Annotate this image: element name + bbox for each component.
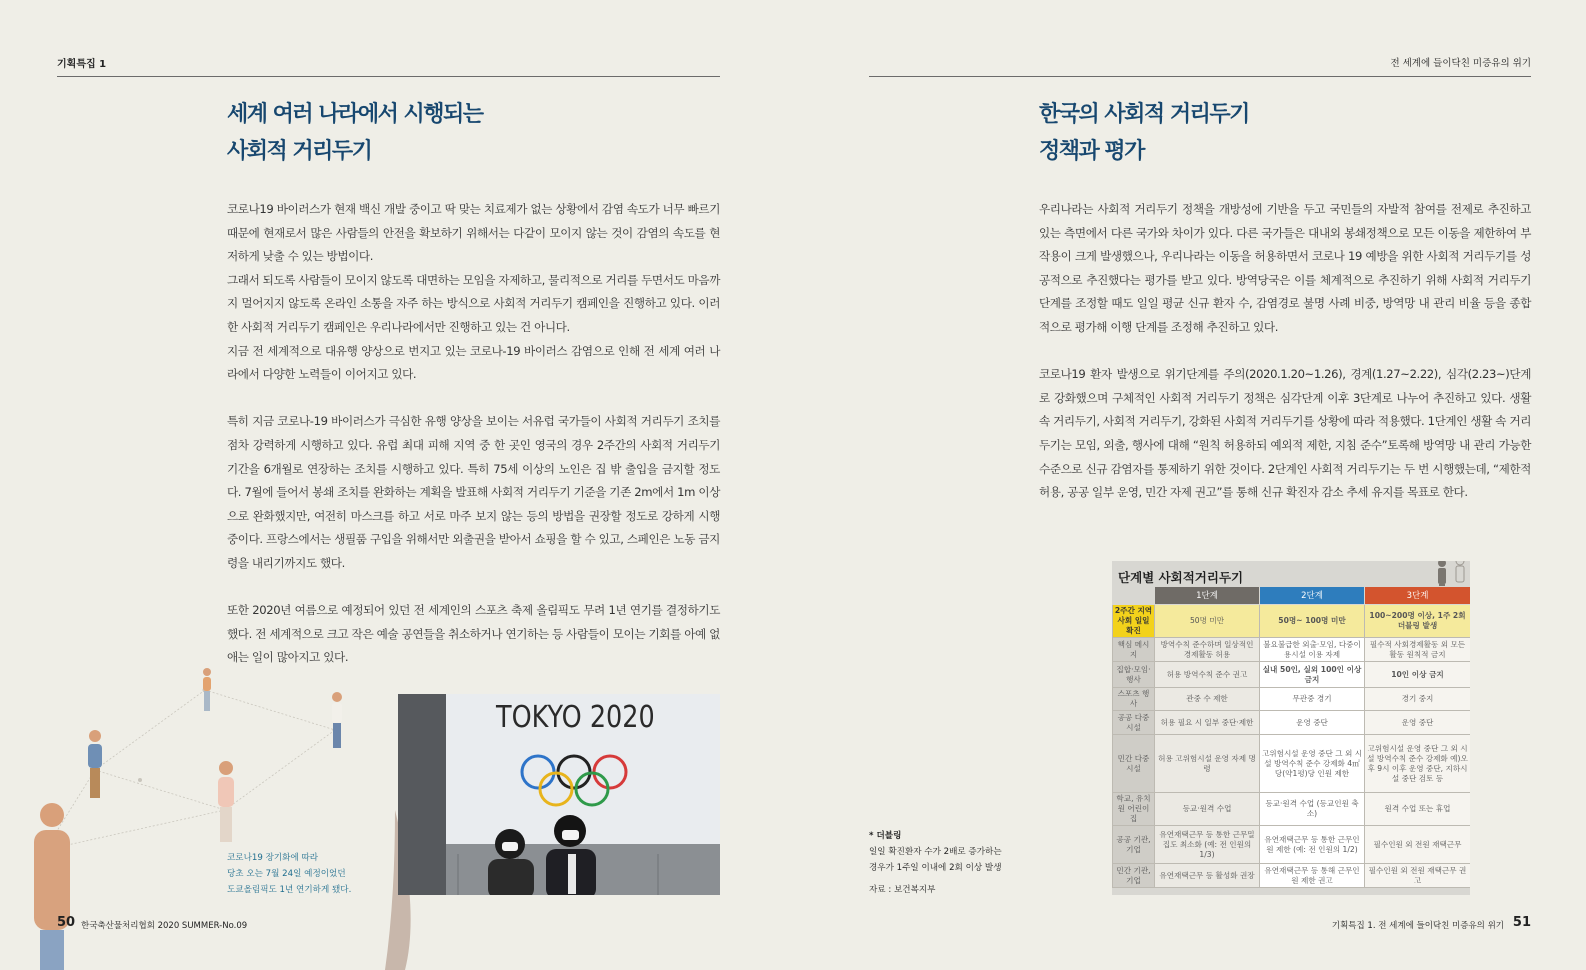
table-row [1113,793,1471,826]
cell-stage-2: 고위험시설 운영 중단 그 외 시설 방역수칙 준수 강제화 4㎡당(약1평)당 인원 제한 [1260,735,1365,793]
cell-stage-3: 원격 수업 또는 휴업 [1365,793,1471,826]
cell-stage-1: 유연재택근무 등 활성화 권장 [1155,864,1260,888]
right-title-line-1: 한국의 사회적 거리두기 [1039,102,1249,127]
table-row [1113,864,1471,888]
left-paragraph-3: 지금 전 세계적으로 대유행 양상으로 번지고 있는 코로나-19 바이러스 감염으로 인해 전 세계 여러 나라에서 다양한 노력들이 이어지고 있다. [227,343,720,382]
note-line-2: 경우가 1주일 이내에 2회 이상 발생 [869,863,1002,873]
row-label: 민간 다중시설 [1113,735,1155,793]
cell-stage-3: 100~200명 이상, 1주 2회 더블링 발생 [1365,605,1471,638]
right-title-line-2: 정책과 평가 [1039,139,1144,164]
caption-line-3: 도쿄올림픽도 1년 연기하게 됐다. [227,885,352,895]
tokyo-olympics-photo [398,694,720,895]
left-paragraph-4: 특히 지금 코로나-19 바이러스가 극심한 유행 양상을 보이는 서유럽 국가들이 사회적 거리두기 조치를 점차 강력하게 시행하고 있다. 유럽 최대 피해 지역 중 한 곳인 영국의 경우 2주간의 사회적 거리두기 기간을 6개월로 연장하는 조치를 시행하고 있다. 특히 75세 이상의 노인은 집 밖 출입을 금지할 정도다. 7월에 들어서 봉쇄 조치를 완화하는 계획을 발표해 사회적 거리두기 기준을 기존 2m에서 1m 이상으로 완화했지만, 여전히 마스크를 하고 서로 마주 보지 않는 등의 방법을 권장할 정도로 강하게 시행 중이다. 프랑스에서는 생필품 구입을 위해서만 외출권을 받아서 쇼핑을 할 수 있고, 스페인은 노동 금지령을 내리기까지도 했다. [227,414,720,570]
note-line-1: 일일 확진환자 수가 2배로 증가하는 [869,847,1002,857]
doubling-note [869,828,1002,898]
paragraph-gap [227,576,720,600]
stages-table [1112,586,1470,888]
caption-line-1: 코로나19 장기화에 따라 [227,853,319,863]
note-title: * 더블링 [869,831,902,841]
table-row [1113,688,1471,711]
cell-stage-3: 필수인원 외 전원 재택근무 권고 [1365,864,1471,888]
cell-stage-1: 허용 고위험시설 운영 자제 명령 [1155,735,1260,793]
left-paragraph-5: 또한 2020년 여름으로 예정되어 있던 전 세계인의 스포츠 축제 올림픽도 무려 1년 연기를 결정하기도 했다. 전 세계적으로 크고 작은 예술 공연들을 취소하거나 연기하는 등 사람들이 모이는 기회를 아예 없애는 일이 많아지고 있다. [227,603,720,665]
table-header-row [1113,587,1471,605]
stage-3-header: 3단계 [1365,587,1471,605]
row-label: 민간 기관, 기업 [1113,864,1155,888]
right-paragraph-1: 우리나라는 사회적 거리두기 정책을 개방성에 기반을 두고 국민들의 자발적 참여를 전제로 추진하고 있는 측면에서 다른 국가와 차이가 있다. 다른 국가들은 대내외 봉쇄정책으로 모든 이동을 제한하여 부작용이 크게 발생했으나, 우리나라는 이동을 허용하면서 코로나 19 예방을 위한 사회적 거리두기를 성공적으로 추진했다는 평가를 받고 있다. 방역당국은 이를 체계적으로 추진하기 위해 사회적 거리두기 단계를 조정할 때도 일일 평균 신규 환자 수, 감염경로 불명 사례 비중, 방역망 내 관리 비율 등을 종합적으로 평가해 이행 단계를 조정해 추진하고 있다. [1039,202,1531,334]
table-row [1113,662,1471,688]
cell-stage-3: 운영 중단 [1365,711,1471,735]
cell-stage-2: 운영 중단 [1260,711,1365,735]
right-body-text [1039,198,1531,505]
cell-stage-2: 불요불급한 외출·모임, 다중이용시설 이용 자제 [1260,638,1365,662]
note-source: 자료 : 보건복지부 [869,885,936,895]
cell-stage-1: 허용 방역수칙 준수 권고 [1155,662,1260,688]
tokyo-2020-sign: TOKYO 2020 [496,700,655,735]
right-page-title [1039,96,1249,170]
person-figure-2 [332,692,342,748]
row-label: 2주간 지역사회 일일 확진 [1113,605,1155,638]
table-row [1113,826,1471,864]
cell-stage-2: 유연재택근무 등 통해 근무인원 제한 권고 [1260,864,1365,888]
left-title-line-2: 사회적 거리두기 [227,139,372,164]
left-paragraph-1: 코로나19 바이러스가 현재 백신 개발 중이고 딱 맞는 치료제가 없는 상황에서 감염 속도가 너무 빠르기 때문에 현재로서 많은 사람들의 안전을 확보하기 위해서는 다같이 모이지 않는 것이 감염의 속도를 현저하게 낮출 수 있는 방법이다. [227,202,720,264]
cell-stage-2: 무관중 경기 [1260,688,1365,711]
table-row [1113,735,1471,793]
left-paragraph-2: 그래서 되도록 사람들이 모이지 않도록 대면하는 모임을 자제하고, 물리적으로 거리를 두면서도 마음까지 멀어지지 않도록 온라인 소통을 자주 하는 방식으로 사회적 거리두기 캠페인을 진행하고 있다. 이러한 사회적 거리두기 캠페인은 우리나라에서만 진행하고 있는 건 아니다. [227,272,721,334]
cell-stage-2: 유연재택근무 등 통한 근무인원 제한 (예: 전 인원의 1/2) [1260,826,1365,864]
table-row [1113,605,1471,638]
row-label: 스포츠 행사 [1113,688,1155,711]
left-page-title [227,96,483,170]
row-label: 핵심 메시지 [1113,638,1155,662]
cell-stage-2: 실내 50인, 실외 100인 이상 금지 [1260,662,1365,688]
row-label: 학교, 유치원 어린이집 [1113,793,1155,826]
right-page-number: 51 [1512,915,1531,930]
cell-stage-1: 관중 수 제한 [1155,688,1260,711]
cell-stage-3: 경기 중지 [1365,688,1471,711]
cell-stage-2: 등교·원격 수업 (등교인원 축소) [1260,793,1365,826]
table-title: 단계별 사회적거리두기 [1118,570,1244,585]
right-header-rule [869,76,1531,77]
left-running-header: 기획특집 1 [57,59,107,70]
cell-stage-3: 10인 이상 금지 [1365,662,1471,688]
table-corner [1113,587,1155,605]
left-title-line-1: 세계 여러 나라에서 시행되는 [227,102,483,127]
row-label: 집합·모임· 행사 [1113,662,1155,688]
table-row [1113,711,1471,735]
row-label: 공공 기관, 기업 [1113,826,1155,864]
left-body-text [227,198,720,670]
table-row [1113,638,1471,662]
left-page-number: 50 [57,915,76,930]
photo-caption [227,850,351,898]
person-figure-3 [88,730,102,798]
left-header-rule [57,76,720,77]
cell-stage-1: 허용 필요 시 일부 중단·제한 [1155,711,1260,735]
cell-stage-1: 방역수칙 준수하며 일상적인 경제활동 허용 [1155,638,1260,662]
cell-stage-1: 유연재택근무 등 통한 근무밀집도 최소화 (예: 전 인원의 1/3) [1155,826,1260,864]
paragraph-gap [1039,340,1531,364]
right-footer: 기획특집 1. 전 세계에 들이닥친 미증유의 위기 [1331,921,1504,931]
right-running-header: 전 세계에 들이닥친 미증유의 위기 [1390,58,1531,69]
cell-stage-3: 고위험시설 운영 중단 그 외 시설 방역수칙 준수 강제화 예)오후 9시 이후 운영 중단, 지하시설 중단 검토 등 [1365,735,1471,793]
person-figure-1 [203,668,211,711]
cell-stage-1: 50명 미만 [1155,605,1260,638]
stage-2-header: 2단계 [1260,587,1365,605]
cell-stage-1: 등교·원격 수업 [1155,793,1260,826]
right-paragraph-2: 코로나19 환자 발생으로 위기단계를 주의(2020.1.20~1.26), 경계(1.27~2.22), 심각(2.23~)단계로 강화했으며 구체적인 사회적 거리두기 정책은 심각단계 이후 3단계로 나누어 추진하고 있다. 생활 속 거리두기, 사회적 거리두기, 강화된 사회적 거리두기를 상황에 따라 적용했다. 1단계인 생활 속 거리두기는 모임, 외출, 행사에 대해 “원칙 허용하되 예외적 제한, 지침 준수”토록해 방역망 내 관리 가능한 수준으로 신규 감염자를 통제하기 위한 것이다. 2단계인 사회적 거리두기는 두 번 시행했는데, “제한적 허용, 공공 일부 운영, 민간 자제 권고”를 통해 신규 확진자 감소 추세 유지를 목표로 한다. [1039,367,1531,500]
person-figure-4 [218,761,234,842]
paragraph-gap [227,387,720,411]
left-footer: 한국축산물처리협회 2020 SUMMER-No.09 [81,921,248,931]
row-label: 공공 다중시설 [1113,711,1155,735]
cell-stage-2: 50명~ 100명 미만 [1260,605,1365,638]
cell-stage-3: 필수적 사회경제활동 외 모든 활동 원칙적 금지 [1365,638,1471,662]
stage-1-header: 1단계 [1155,587,1260,605]
person-figure-5 [34,803,70,970]
caption-line-2: 당초 오는 7월 24일 예정이었던 [227,869,346,879]
cell-stage-3: 필수인원 외 전원 재택근무 [1365,826,1471,864]
distancing-stages-table [1112,561,1470,895]
